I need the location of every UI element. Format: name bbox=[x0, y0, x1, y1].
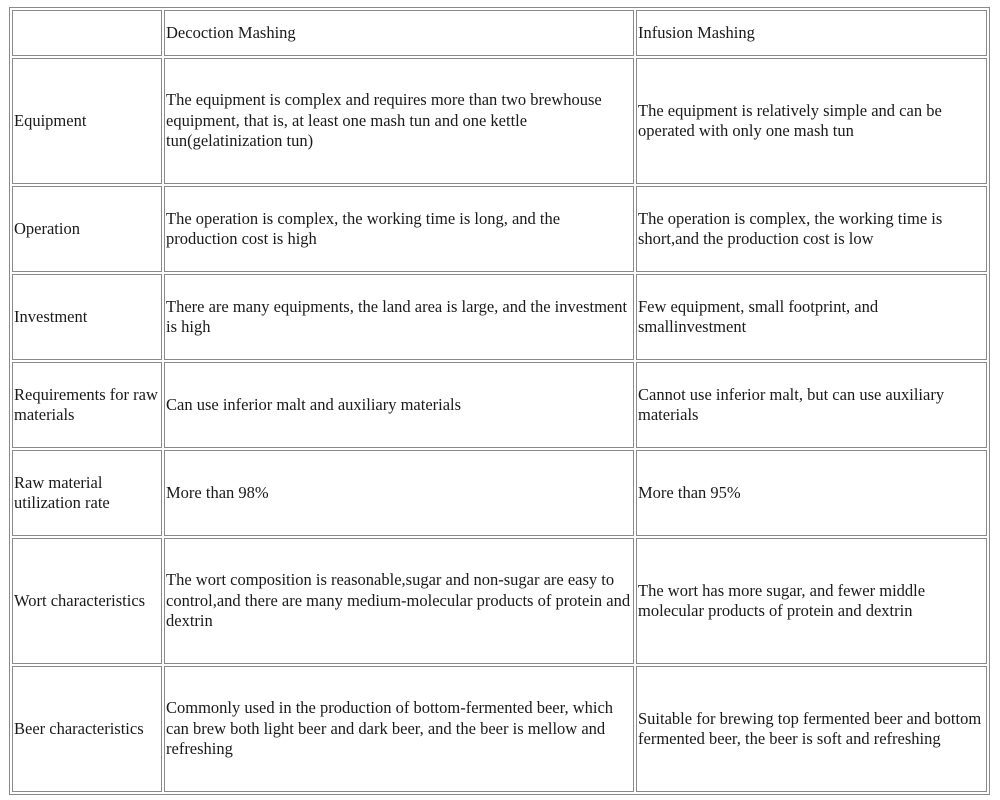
table-header-row bbox=[12, 10, 987, 56]
infusion-cell: More than 95% bbox=[636, 450, 987, 536]
infusion-cell: Cannot use inferior malt, but can use auxiliary materials bbox=[636, 362, 987, 448]
row-label-beer: Beer characteristics bbox=[12, 666, 162, 792]
infusion-cell: Suitable for brewing top fermented beer and bottom fermented beer, the beer is soft and refreshing bbox=[636, 666, 987, 792]
table-row bbox=[12, 58, 987, 184]
infusion-cell: The wort has more sugar, and fewer middle molecular products of protein and dextrin bbox=[636, 538, 987, 664]
decoction-cell: The wort composition is reasonable,sugar and non-sugar are easy to control,and there are many medium-molecular products of protein and dextrin bbox=[164, 538, 634, 664]
decoction-cell: Commonly used in the production of bottom-fermented beer, which can brew both light beer and dark beer, and the beer is mellow and refreshing bbox=[164, 666, 634, 792]
infusion-cell: Few equipment, small footprint, and smallinvestment bbox=[636, 274, 987, 360]
table-row bbox=[12, 450, 987, 536]
decoction-cell: Can use inferior malt and auxiliary materials bbox=[164, 362, 634, 448]
decoction-cell: The equipment is complex and requires more than two brewhouse equipment, that is, at least one mash tun and one kettle tun(gelatinization tun) bbox=[164, 58, 634, 184]
decoction-cell: There are many equipments, the land area is large, and the investment is high bbox=[164, 274, 634, 360]
table-row bbox=[12, 274, 987, 360]
header-cell-infusion: Infusion Mashing bbox=[636, 10, 987, 56]
row-label-operation: Operation bbox=[12, 186, 162, 272]
decoction-cell: The operation is complex, the working time is long, and the production cost is high bbox=[164, 186, 634, 272]
header-cell-empty bbox=[12, 10, 162, 56]
infusion-cell: The equipment is relatively simple and can be operated with only one mash tun bbox=[636, 58, 987, 184]
row-label-raw-requirements: Requirements for raw materials bbox=[12, 362, 162, 448]
row-label-investment: Investment bbox=[12, 274, 162, 360]
row-label-equipment: Equipment bbox=[12, 58, 162, 184]
table-row bbox=[12, 186, 987, 272]
mashing-comparison-table bbox=[9, 7, 990, 795]
decoction-cell: More than 98% bbox=[164, 450, 634, 536]
table-row bbox=[12, 666, 987, 792]
table-row bbox=[12, 362, 987, 448]
row-label-wort: Wort characteristics bbox=[12, 538, 162, 664]
header-cell-decoction: Decoction Mashing bbox=[164, 10, 634, 56]
row-label-raw-utilization: Raw material utilization rate bbox=[12, 450, 162, 536]
table-row bbox=[12, 538, 987, 664]
infusion-cell: The operation is complex, the working time is short,and the production cost is low bbox=[636, 186, 987, 272]
